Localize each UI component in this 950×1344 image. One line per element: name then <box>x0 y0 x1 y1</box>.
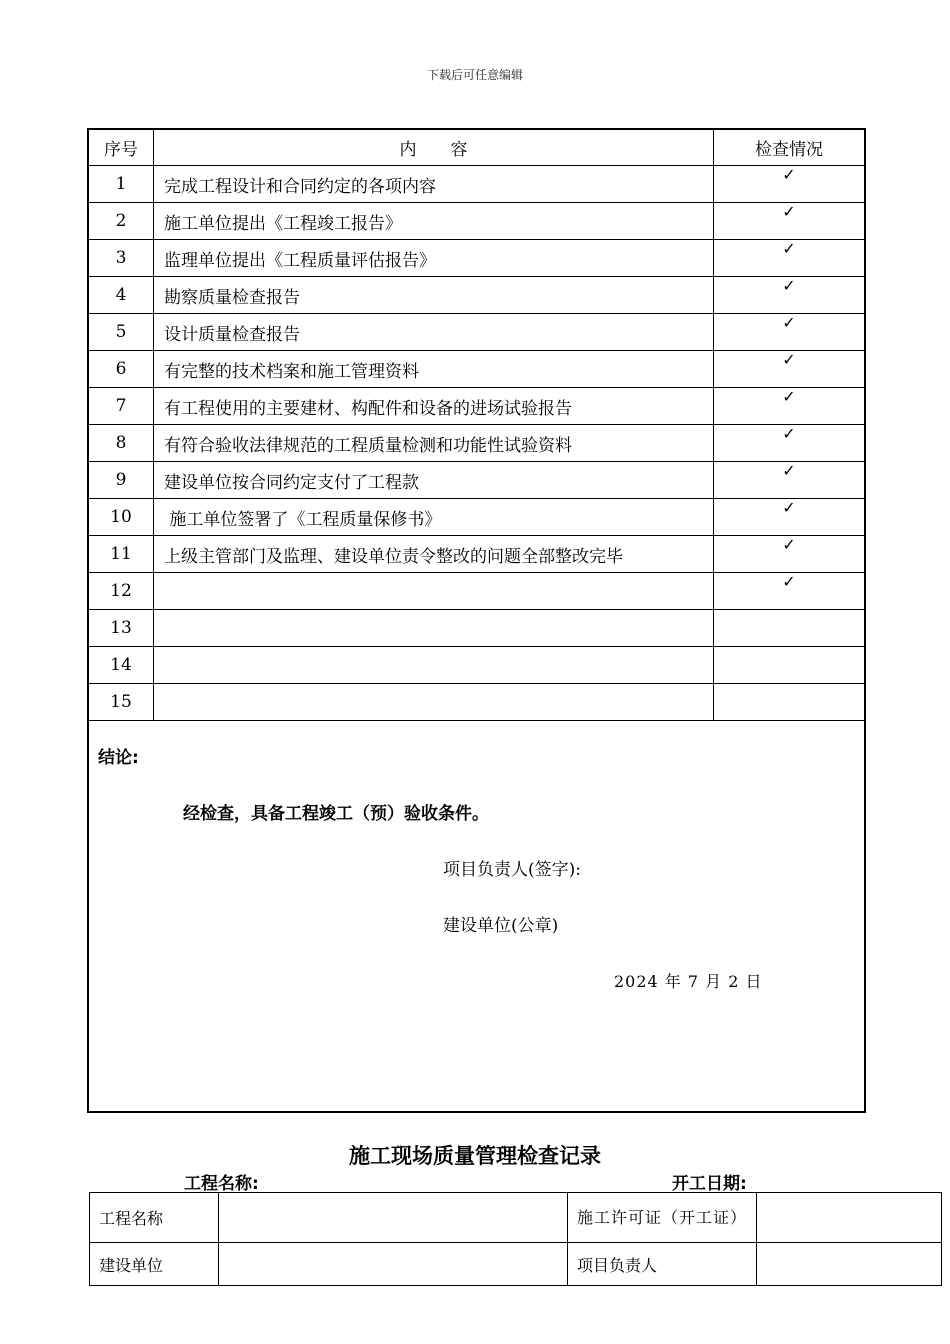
row-number: 4 <box>88 277 154 314</box>
row-status <box>714 425 866 462</box>
checkmark-icon: ✓ <box>782 461 796 480</box>
row-status <box>714 203 866 240</box>
row-status <box>714 277 866 314</box>
table-row <box>88 314 865 351</box>
table-row <box>88 351 865 388</box>
info-value <box>757 1193 942 1243</box>
row-status <box>714 240 866 277</box>
row-status <box>714 351 866 388</box>
checkmark-icon: ✓ <box>782 276 796 295</box>
checkmark-icon: ✓ <box>782 165 796 184</box>
row-status <box>714 499 866 536</box>
row-content: 有工程使用的主要建材、构配件和设备的进场试验报告 <box>154 388 714 425</box>
row-number: 7 <box>88 388 154 425</box>
info-value <box>219 1243 568 1286</box>
table-row <box>88 203 865 240</box>
header-note: 下载后可任意编辑 <box>426 68 523 82</box>
info-label: 施工许可证（开工证） <box>577 1207 748 1227</box>
checkmark-icon: ✓ <box>782 535 796 554</box>
project-name-label: 工程名称: <box>184 1174 259 1194</box>
table-row <box>88 499 865 536</box>
info-value <box>757 1243 942 1286</box>
row-content <box>154 610 714 647</box>
info-row <box>90 1193 942 1243</box>
row-status <box>714 536 866 573</box>
conclusion-date: 2024 年 7 月 2 日 <box>614 972 763 991</box>
row-number: 5 <box>88 314 154 351</box>
conclusion-text: 经检查，具备工程竣工（预）验收条件。 <box>183 804 489 824</box>
site-quality-table <box>89 1192 942 1286</box>
row-status <box>714 314 866 351</box>
row-content <box>154 684 714 721</box>
checkmark-icon: ✓ <box>782 387 796 406</box>
checkmark-icon: ✓ <box>782 498 796 517</box>
row-content: 有符合验收法律规范的工程质量检测和功能性试验资料 <box>154 425 714 462</box>
info-label: 建设单位 <box>90 1243 219 1286</box>
row-number: 8 <box>88 425 154 462</box>
checkmark-icon: ✓ <box>782 350 796 369</box>
table-row <box>88 425 865 462</box>
header-status: 检查情况 <box>714 129 866 166</box>
row-number: 9 <box>88 462 154 499</box>
inspection-table <box>87 128 866 1113</box>
second-form-title: 施工现场质量管理检查记录 <box>349 1144 601 1168</box>
row-number: 6 <box>88 351 154 388</box>
row-number: 3 <box>88 240 154 277</box>
row-content <box>154 573 714 610</box>
unit-seal-label: 建设单位(公章) <box>443 916 559 936</box>
checkmark-icon: ✓ <box>782 202 796 221</box>
row-content: 有完整的技术档案和施工管理资料 <box>154 351 714 388</box>
row-status <box>714 166 866 203</box>
header-content: 内 容 <box>154 129 714 166</box>
checkmark-icon: ✓ <box>782 572 796 591</box>
conclusion-label: 结论: <box>98 748 139 768</box>
row-content: 建设单位按合同约定支付了工程款 <box>154 462 714 499</box>
info-row <box>90 1243 942 1286</box>
row-content: 施工单位签署了《工程质量保修书》 <box>154 499 714 536</box>
row-number: 12 <box>88 573 154 610</box>
table-row <box>88 462 865 499</box>
row-status <box>714 573 866 610</box>
checkmark-icon: ✓ <box>782 313 796 332</box>
table-row <box>88 647 865 684</box>
table-row <box>88 277 865 314</box>
table-row <box>88 240 865 277</box>
row-number: 1 <box>88 166 154 203</box>
row-number: 10 <box>88 499 154 536</box>
table-row <box>88 388 865 425</box>
table-row <box>88 166 865 203</box>
row-content: 施工单位提出《工程竣工报告》 <box>154 203 714 240</box>
info-value <box>219 1193 568 1243</box>
row-content: 设计质量检查报告 <box>154 314 714 351</box>
row-number: 13 <box>88 610 154 647</box>
header-no: 序号 <box>88 129 154 166</box>
checkmark-icon: ✓ <box>782 424 796 443</box>
row-content: 上级主管部门及监理、建设单位责令整改的问题全部整改完毕 <box>154 536 714 573</box>
info-label: 项目负责人 <box>568 1243 757 1286</box>
table-row <box>88 684 865 721</box>
info-label: 工程名称 <box>90 1193 219 1243</box>
row-number: 14 <box>88 647 154 684</box>
row-content <box>154 647 714 684</box>
row-number: 15 <box>88 684 154 721</box>
table-row <box>88 610 865 647</box>
table-row <box>88 573 865 610</box>
start-date-label: 开工日期: <box>672 1174 747 1194</box>
manager-signature-label: 项目负责人(签字): <box>443 860 581 880</box>
row-number: 2 <box>88 203 154 240</box>
row-status <box>714 462 866 499</box>
conclusion-section <box>88 721 865 1113</box>
row-status <box>714 388 866 425</box>
row-content: 勘察质量检查报告 <box>154 277 714 314</box>
table-row <box>88 536 865 573</box>
row-content: 监理单位提出《工程质量评估报告》 <box>154 240 714 277</box>
row-status <box>714 610 866 647</box>
row-number: 11 <box>88 536 154 573</box>
checkmark-icon: ✓ <box>782 239 796 258</box>
row-content: 完成工程设计和合同约定的各项内容 <box>154 166 714 203</box>
row-status <box>714 684 866 721</box>
row-status <box>714 647 866 684</box>
